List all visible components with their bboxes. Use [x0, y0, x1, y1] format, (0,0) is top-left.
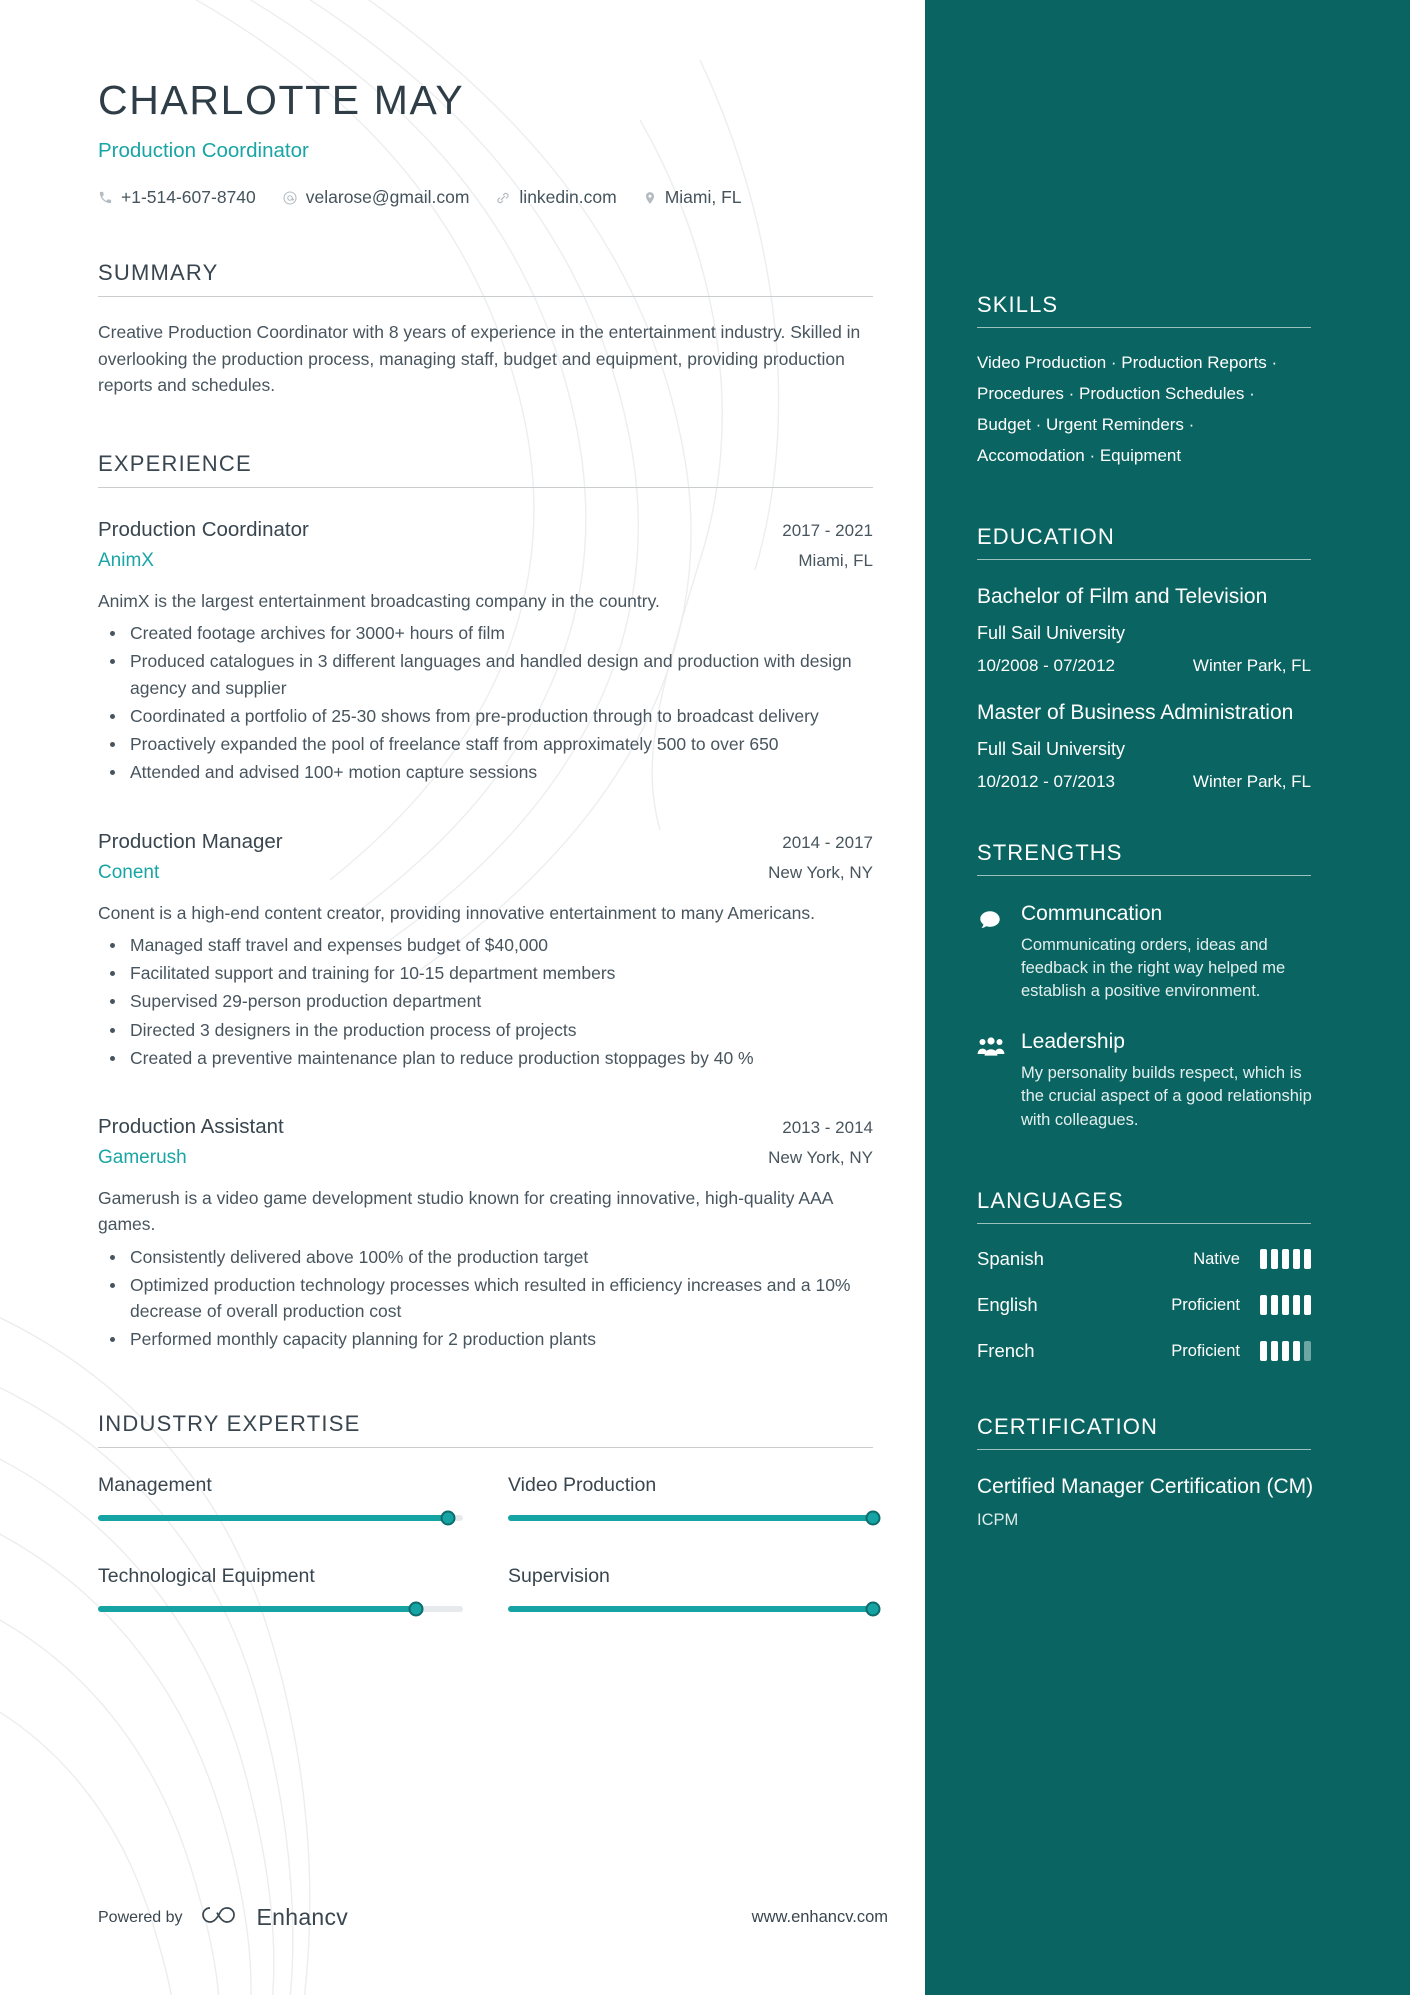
experience-bullet: Performed monthly capacity planning for 2 production plants: [98, 1326, 888, 1352]
industry-expertise-section: [98, 1411, 925, 1612]
skills-section-title: SKILLS: [977, 292, 1059, 317]
language-level-bar: [1293, 1341, 1300, 1361]
page-title: CHARLOTTE MAY: [98, 77, 465, 123]
contact-phone-text: +1-514-607-8740: [121, 187, 256, 208]
language-item: [977, 1248, 1311, 1270]
strength-item: [977, 1030, 1363, 1132]
experience-item-header: [98, 518, 873, 542]
expertise-item: [98, 1474, 463, 1521]
experience-bullet-list: [98, 620, 925, 786]
industry-expertise-title: INDUSTRY EXPERTISE: [98, 1410, 361, 1436]
section-divider: [98, 487, 873, 488]
experience-item-header: [98, 830, 873, 854]
resume-sidebar: [925, 0, 1410, 1995]
experience-bullet: Coordinated a portfolio of 25-30 shows from pre-production through to broadcast delivery: [98, 703, 888, 729]
education-degree: Master of Business Administration: [977, 700, 1294, 724]
expertise-slider-fill: [98, 1515, 448, 1521]
experience-company-name[interactable]: AnimX: [98, 549, 154, 571]
education-dates: 10/2012 - 07/2013: [977, 771, 1116, 791]
experience-job-dates: 2014 - 2017: [782, 832, 873, 852]
contact-linkedin[interactable]: [495, 187, 616, 208]
experience-job-location: New York, NY: [768, 862, 873, 882]
language-item: [977, 1340, 1311, 1362]
expertise-slider[interactable]: [98, 1606, 463, 1612]
people-group-icon: [977, 1030, 1005, 1132]
language-level-bar: [1282, 1249, 1289, 1269]
expertise-slider-knob[interactable]: [866, 1601, 881, 1616]
certification-section-title: CERTIFICATION: [977, 1414, 1158, 1440]
email-icon: [282, 190, 298, 206]
experience-job-location: New York, NY: [768, 1148, 873, 1168]
expertise-slider-fill: [98, 1606, 416, 1612]
education-school: Full Sail University: [977, 738, 1126, 759]
expertise-item: [98, 1565, 463, 1612]
experience-bullet: Created footage archives for 3000+ hours of film: [98, 620, 888, 646]
experience-job-dates: 2017 - 2021: [782, 520, 873, 540]
expertise-slider[interactable]: [508, 1606, 873, 1612]
enhancv-brand-name: Enhancv: [256, 1904, 349, 1930]
language-level-bar: [1260, 1341, 1267, 1361]
education-dates: 10/2008 - 07/2012: [977, 655, 1116, 675]
experience-item: [98, 830, 925, 1072]
expertise-label: Supervision: [508, 1564, 610, 1587]
language-level-bar: [1282, 1295, 1289, 1315]
experience-section: [98, 451, 925, 1353]
contact-location: [643, 187, 742, 208]
job-role-subtitle: Production Coordinator: [98, 139, 309, 163]
skills-section: [977, 292, 1363, 472]
experience-job-dates: 2013 - 2014: [782, 1118, 873, 1138]
expertise-label: Management: [98, 1473, 212, 1496]
contact-bar: [98, 187, 925, 208]
skills-line: Procedures · Production Schedules ·: [977, 383, 1255, 403]
experience-bullet: Attended and advised 100+ motion capture sessions: [98, 759, 888, 785]
certification-organization: ICPM: [977, 1510, 1019, 1529]
language-level-bar: [1271, 1295, 1278, 1315]
footer-url[interactable]: www.enhancv.com: [751, 1908, 888, 1926]
experience-bullet: Optimized production technology processes which resulted in efficiency increases and a 10% decrease of overall production cost: [98, 1272, 888, 1325]
language-level-bar: [1282, 1341, 1289, 1361]
strengths-section-title: STRENGTHS: [977, 839, 1123, 865]
page-footer: [98, 1902, 888, 1933]
expertise-item: [508, 1565, 873, 1612]
section-divider: [977, 327, 1311, 328]
language-level-bar: [1304, 1249, 1311, 1269]
language-level-meter: [1260, 1249, 1311, 1269]
experience-list: [98, 518, 925, 1353]
experience-bullet: Directed 3 designers in the production process of projects: [98, 1017, 888, 1043]
language-proficiency-label: Proficient: [1171, 1341, 1240, 1360]
education-meta: [977, 772, 1311, 792]
education-list: [977, 584, 1363, 792]
expertise-slider-fill: [508, 1606, 873, 1612]
expertise-item: [508, 1474, 873, 1521]
education-section-title: EDUCATION: [977, 523, 1115, 549]
contact-email[interactable]: [282, 187, 470, 208]
language-proficiency-label: Proficient: [1171, 1295, 1240, 1314]
certification-item: [977, 1474, 1363, 1530]
expertise-slider-knob[interactable]: [441, 1510, 456, 1525]
language-level-bar: [1271, 1249, 1278, 1269]
strengths-list: [977, 902, 1363, 1133]
experience-section-title: EXPERIENCE: [98, 450, 252, 476]
education-meta: [977, 656, 1311, 676]
experience-bullet: Produced catalogues in 3 different languages and handled design and production with design agency and supplier: [98, 648, 888, 701]
experience-company-name[interactable]: Conent: [98, 861, 160, 883]
certification-section: [977, 1414, 1363, 1530]
expertise-slider-fill: [508, 1515, 873, 1521]
section-divider: [977, 875, 1311, 876]
language-level-meter: [1260, 1295, 1311, 1315]
skills-list: [977, 348, 1363, 472]
section-divider: [98, 1447, 873, 1448]
summary-section: [98, 260, 925, 399]
experience-item: [98, 1115, 925, 1353]
languages-list: [977, 1248, 1363, 1362]
strength-name: Leadership: [1021, 1029, 1125, 1053]
experience-bullet: Proactively expanded the pool of freelance staff from approximately 500 to over 650: [98, 731, 888, 757]
language-level-bar: [1304, 1341, 1311, 1361]
languages-section-title: LANGUAGES: [977, 1188, 1124, 1214]
link-icon: [495, 190, 511, 206]
experience-company-description: Gamerush is a video game development studio known for creating innovative, high-quality AAA games.: [98, 1188, 833, 1235]
expertise-slider[interactable]: [508, 1515, 873, 1521]
experience-job-title: Production Assistant: [98, 1115, 284, 1139]
experience-job-title: Production Manager: [98, 829, 283, 853]
expertise-slider-knob[interactable]: [866, 1510, 881, 1525]
experience-bullet: Managed staff travel and expenses budget of $40,000: [98, 932, 888, 958]
education-location: Winter Park, FL: [1192, 771, 1311, 791]
section-divider: [98, 296, 873, 297]
phone-icon: [98, 190, 113, 205]
summary-section-title: SUMMARY: [98, 260, 219, 286]
experience-bullet: Created a preventive maintenance plan to reduce production stoppages by 40 %: [98, 1045, 888, 1071]
strength-body: [1021, 902, 1316, 1004]
certification-name: Certified Manager Certification (CM): [977, 1475, 1314, 1499]
language-name: Spanish: [977, 1248, 1044, 1270]
language-level-meter: [1260, 1341, 1311, 1361]
experience-item: [98, 518, 925, 786]
speech-bubble-icon: [977, 902, 1005, 1004]
certification-list: [977, 1474, 1363, 1530]
experience-item-subheader: [98, 1147, 873, 1169]
experience-bullet: Supervised 29-person production department: [98, 988, 888, 1014]
experience-item-subheader: [98, 550, 873, 572]
expertise-grid: [98, 1474, 918, 1612]
language-level-bar: [1304, 1295, 1311, 1315]
expertise-label: Technological Equipment: [98, 1564, 315, 1587]
language-item: [977, 1294, 1311, 1316]
education-section: [977, 524, 1363, 792]
education-item: [977, 700, 1363, 792]
strength-description: My personality builds respect, which is the crucial aspect of a good relationship with colleagues.: [1021, 1063, 1312, 1129]
expertise-slider[interactable]: [98, 1515, 463, 1521]
experience-bullet: Consistently delivered above 100% of the production target: [98, 1244, 888, 1270]
strength-description: Communicating orders, ideas and feedback in the right way helped me establish a positive environment.: [1021, 935, 1286, 1001]
powered-by-label: Powered by: [98, 1908, 183, 1926]
experience-company-name[interactable]: Gamerush: [98, 1147, 187, 1169]
location-icon: [643, 190, 657, 206]
language-level-bar: [1260, 1249, 1267, 1269]
experience-item-header: [98, 1115, 873, 1139]
contact-phone[interactable]: [98, 187, 256, 208]
language-name: English: [977, 1294, 1038, 1316]
experience-job-title: Production Coordinator: [98, 517, 309, 541]
contact-linkedin-text: linkedin.com: [519, 187, 617, 208]
experience-bullet: Facilitated support and training for 10-15 department members: [98, 960, 888, 986]
section-divider: [977, 1449, 1311, 1450]
strengths-section: [977, 840, 1363, 1133]
experience-job-location: Miami, FL: [798, 550, 873, 570]
section-divider: [977, 559, 1311, 560]
expertise-label: Video Production: [508, 1473, 657, 1496]
education-school: Full Sail University: [977, 622, 1126, 643]
expertise-slider-knob[interactable]: [408, 1601, 423, 1616]
experience-company-description: Conent is a high-end content creator, providing innovative entertainment to many Americans.: [98, 902, 815, 923]
contact-email-text: velarose@gmail.com: [305, 187, 470, 208]
powered-by-block: [98, 1902, 348, 1933]
languages-section: [977, 1188, 1363, 1362]
language-proficiency-label: Native: [1193, 1249, 1240, 1268]
summary-text: Creative Production Coordinator with 8 years of experience in the entertainment industry. Skilled in overlooking the production process, managing staff, budget and equipment, providing production reports and schedules.: [98, 322, 861, 396]
strength-item: [977, 902, 1363, 1004]
strength-name: Communcation: [1021, 901, 1163, 925]
education-item: [977, 584, 1363, 676]
education-degree: Bachelor of Film and Television: [977, 584, 1268, 608]
language-level-bar: [1271, 1341, 1278, 1361]
language-level-bar: [1293, 1249, 1300, 1269]
skills-line: Budget · Urgent Reminders ·: [977, 414, 1195, 434]
language-level-bar: [1260, 1295, 1267, 1315]
experience-bullet-list: [98, 1244, 925, 1353]
contact-location-text: Miami, FL: [664, 187, 742, 208]
section-divider: [977, 1223, 1311, 1224]
experience-item-subheader: [98, 862, 873, 884]
strength-body: [1021, 1030, 1316, 1132]
experience-bullet-list: [98, 932, 925, 1071]
skills-line: Accomodation · Equipment: [977, 445, 1182, 465]
experience-company-description: AnimX is the largest entertainment broadcasting company in the country.: [98, 590, 660, 611]
language-level-bar: [1293, 1295, 1300, 1315]
education-location: Winter Park, FL: [1192, 655, 1311, 675]
enhancv-logo-icon: [199, 1902, 241, 1933]
skills-line: Video Production · Production Reports ·: [977, 353, 1278, 372]
language-name: French: [977, 1340, 1035, 1362]
